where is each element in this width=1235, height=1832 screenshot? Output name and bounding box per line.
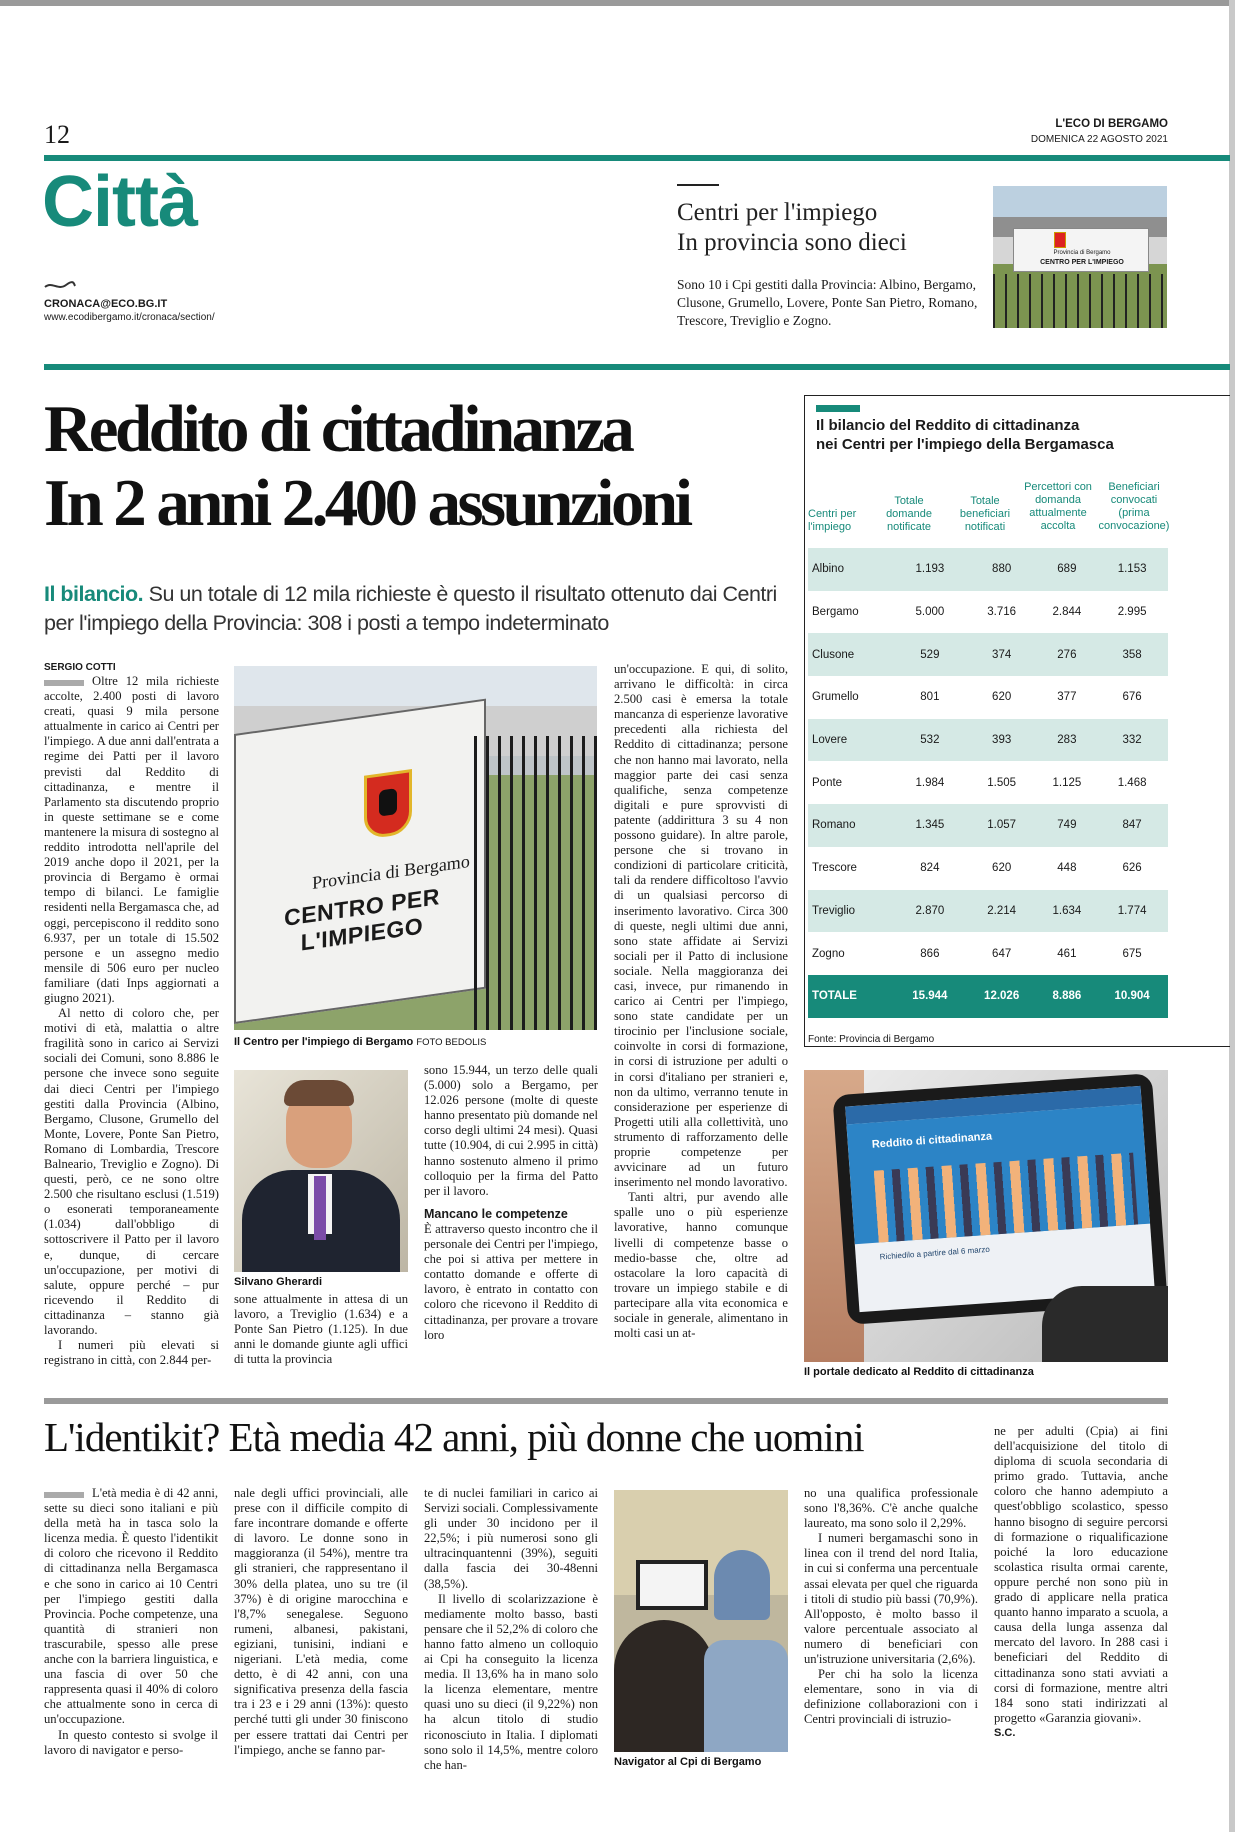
top-edge-bar (0, 0, 1235, 6)
stats-cell-v2: 647 (992, 947, 1012, 960)
stats-cell-name: Lovere (808, 719, 894, 762)
main-col-4-p1: un'occupazione. E qui, di solito, arrivano le difficoltà: in circa 2.500 casi è emersa la totale mancanza di esperienze lavorative precedenti alla richiesta del Reddito di cittadinanza; persone che non hanno mai lavorato, nella maggior parte dei casi senza qualifiche, senza competenze digitali e pure sprovvisti di patente (addirittura 3 su 4 non possono guidare). In altre parole, persone che si trovano in condizioni di particolare criticità, tali da rendere difficoltoso l'avvio di un qualsiasi percorso di inserimento lavorativo. Circa 300 di queste, negli ultimi due anni, sono state affidate ai Servizi sociali per il Patto di inclusione sociale. Nella maggioranza dei casi, invece, pur rimanendo in carico ai Centri per l'impiego, sono state candidate per un tirocinio per l'inclusione sociale, coinvolte in corsi di formazione, in corsi di istruzione per adulti o in corsi d'italiano per stranieri e, non da ultimo, verranno tenute in considerazione per esperienze di Progetti utili alla collettività, uno strumento di rafforzamento delle proprie competenze per avvicinare ad un futuro inserimento nel mondo lavorativo. (614, 662, 788, 1190)
navigator-monitor (636, 1560, 708, 1610)
stats-cell-v3: 461 (1057, 947, 1077, 960)
cpi-sign-line-1: Provincia di Bergamo (312, 850, 470, 894)
main-col-4-p2: Tanti altri, pur avendo alle spalle uno o più esperienze lavorative, hanno comunque livelli di competenze basse o medio-basse che, oltre ad ostacolare la loro capacità di trovare un impiego stabile e di partecipare alla vita economica e sociale in generale, alimentano in molti casi un at- (614, 1190, 788, 1341)
stats-cell-name: Grumello (812, 691, 859, 704)
cpi-photo-credit: FOTO BEDOLIS (416, 1037, 487, 1048)
stats-cell-name: Romano (808, 804, 894, 847)
gherardi-portrait (234, 1070, 408, 1272)
stats-cell-v2: 3.716 (987, 606, 1017, 619)
stats-table-header (808, 474, 1168, 538)
stats-row (808, 548, 1168, 591)
stats-source: Fonte: Provincia di Bergamo (808, 1034, 935, 1045)
navigator-photo (614, 1490, 788, 1752)
section-rule (44, 364, 1230, 370)
stats-row (808, 719, 1168, 762)
second-col-4-p3: Per chi ha solo la licenza elementare, sono in via di definizione collaborazioni con i Centri provinciali di istruzio- (804, 1667, 978, 1727)
teaser-fence (993, 274, 1167, 328)
cpi-photo-caption (234, 1036, 597, 1048)
main-headline-line-1: Reddito di cittadinanza (44, 392, 632, 466)
section-website[interactable]: www.ecodibergamo.it/cronaca/section/ (44, 312, 215, 323)
second-col-4 (804, 1486, 978, 1728)
stats-cell-v3: 689 (1038, 548, 1097, 591)
portrait-hair (284, 1080, 354, 1106)
tablet-subtitle: Richiedilo a partire dal 6 marzo (879, 1244, 991, 1262)
stats-cell-v3: 8.886 (1038, 975, 1097, 1018)
stats-cell-v4: 847 (1096, 804, 1168, 847)
crest-icon (364, 769, 412, 840)
main-headline (44, 392, 690, 540)
cpi-caption-text: Il Centro per l'impiego di Bergamo (234, 1036, 414, 1048)
second-col-1-p1: L'età media è di 42 anni, sette su dieci sono italiani e più della metà ha in tasca solo la licenza media. È questo l'identikit di coloro che ricevono il Reddito di cittadinanza nella Bergamasca e che sono in carico ai 10 Centri per l'impiego gestiti dalla Provincia. Poche competenze, una quantità di stranieri non trascurabile, spesso alle prese anche con la barriera linguistica, e una fascia di over 50 che rappresenta quasi il 40% di coloro che attualmente sono in cerca di un'occupazione. (44, 1486, 218, 1727)
main-subhead-text: Su un totale di 12 mila richieste è questo il risultato ottenuto dai Centri per l'impiego della Provincia: 308 i posti a tempo indeterminato (44, 582, 777, 635)
stats-cell-v3: 2.844 (1052, 606, 1082, 619)
article-divider (44, 1398, 1168, 1404)
page-number: 12 (44, 120, 70, 149)
teaser-photo (993, 186, 1167, 328)
main-col-1-p2: Al netto di coloro che, per motivi di età, malattia o altre fragilità sono in carico ai Servizi sociali dei Comuni, sono 8.886 le persone che invece sono seguite dai dieci Centri per l'impiego gestiti dalla Provincia (Albino, Bergamo, Clusone, Grumello del Monte, Lovere, Ponte San Pietro, Romano di Lombardia, Trescore Balneario, Treviglio e Zogno). Di questi, però, ce ne sono oltre 2.500 che risultano esclusi (1.519) o esonerati temporaneamente (1.034) dall'obbligo di sottoscrivere il Patto per il lavoro e, dunque, di cercare un'occupazione, per motivi di salute, oppure perché – pur ricevendo il Reddito di cittadinanza – stanno già lavorando. (44, 1006, 219, 1338)
stats-cell-name: Trescore (812, 862, 857, 875)
second-signature: S.C. (994, 1726, 1016, 1739)
stats-table-body (808, 548, 1168, 1018)
signature-swirl-icon (44, 281, 76, 291)
stats-cell-v2: 374 (966, 633, 1038, 676)
author-byline: SERGIO COTTI (44, 662, 116, 673)
second-col-3-p1: te di nuclei familiari in carico ai Servizi sociali. Complessivamente gli under 30 incidono per il 22,5%; i più numerosi sono gli ultracinquantenni (39%), seguiti dalla fascia dei 30-48enni (38,5%). (424, 1486, 598, 1591)
main-col-3-p2: È attraverso questo incontro che il personale dei Centri per l'impiego, che poi si attiva per mettere in contatto domande e offerte di lavoro, è entrato in contatto con coloro che ricevono il Reddito di cittadinanza, per provare a trovare loro (424, 1221, 598, 1342)
stats-cell-v1: 1.193 (894, 548, 966, 591)
stats-cell-name: TOTALE (808, 975, 894, 1018)
stats-header-centri: Centri per l'impiego (808, 508, 857, 533)
stats-cell-v4: 2.995 (1117, 606, 1147, 619)
stats-cell-v3: 1.634 (1038, 890, 1097, 933)
tablet-title: Reddito di cittadinanza (871, 1130, 993, 1151)
stats-title-line-1: Il bilancio del Reddito di cittadinanza (816, 417, 1080, 434)
second-col-5-text: ne per adulti (Cpia) ai fini dell'acquisizione del titolo di diploma di scuola secondaria di primo grado. Tuttavia, anche coloro che hanno adempiuto a quest'obbligo scolastico, spesso hanno bisogno di seguire percorsi di formazione o riqualificazione poiché la loro educazione scolastica risulta ormai carente, oppure perché non sono più in grado di applicare nella pratica quanto hanno imparato a scuola, a causa della lunga assenza dal mercato del lavoro. In 288 casi i beneficiari del Reddito di cittadinanza sono stati avviati a corsi di formazione, mentre altri 184 sono stati indirizzati al progetto «Garanzia giovani». (994, 1424, 1168, 1725)
teaser-title-line-2: In provincia sono dieci (677, 229, 907, 256)
stats-row (808, 932, 1168, 975)
second-col-1-p2: In questo contesto si svolge il lavoro di navigator e perso- (44, 1727, 218, 1757)
portal-photo-caption: Il portale dedicato al Reddito di cittadinanza (804, 1366, 1034, 1378)
stats-row (808, 633, 1168, 676)
stats-cell-v4: 10.904 (1096, 975, 1168, 1018)
second-col-2 (234, 1486, 408, 1758)
main-col-3-p1: sono 15.944, un terzo delle quali (5.000) solo a Bergamo, per 12.026 persone (molte di queste hanno presentato più domande nel corso degli ultimi 24 mesi). Quasi tutte (10.904, di cui 2.995 in città) hanno sostenuto almeno il primo colloquio per la firma del Patto per il lavoro. (424, 1063, 598, 1198)
cpi-sign (234, 699, 486, 1024)
main-headline-line-2: In 2 anni 2.400 assunzioni (44, 466, 690, 540)
second-col-3 (424, 1486, 598, 1773)
main-kicker: Il bilancio. (44, 582, 144, 606)
stats-cell-v4: 1.153 (1096, 548, 1168, 591)
portal-photo (804, 1070, 1168, 1362)
stats-cell-name: Treviglio (808, 890, 894, 933)
stats-cell-v4: 626 (1122, 862, 1142, 875)
stats-cell-v1: 1.984 (915, 776, 945, 789)
stats-table (808, 548, 1168, 1018)
stats-cell-v1: 866 (920, 947, 940, 960)
navigator-chair (704, 1640, 788, 1752)
second-col-2-text: nale degli uffici provinciali, alle prese con il difficile compito di fare incontrare domande e offerte di lavoro. Le donne sono in maggioranza (il 54%), mentre tra gli stranieri, che rappresentano il 30% della platea, uno su tre (il 37%) è di origine marocchina e l'8,7% senegalese. Seguono rumeni, albanesi, pakistani, egiziani, tunisini, indiani e nigeriani. L'età media, come detto, è di 42 anni, con una significativa presenza della fascia tra i 23 e i 29 anni (13%): questo perché tutti gli under 30 finiscono per essere trattati dai Centri per l'impiego, anche se fanno par- (234, 1486, 408, 1757)
stats-cell-v1: 15.944 (894, 975, 966, 1018)
stats-cell-v3: 283 (1038, 719, 1097, 762)
main-col-3 (424, 1063, 598, 1343)
gherardi-caption: Silvano Gherardi (234, 1276, 323, 1288)
teaser-title (677, 198, 907, 258)
stats-header-percettori: Percettori con domanda attualmente accolta (1024, 481, 1092, 532)
cpi-photo (234, 666, 597, 1030)
navigator-caption: Navigator al Cpi di Bergamo (614, 1756, 762, 1768)
stats-cell-v1: 529 (894, 633, 966, 676)
stats-cell-v3: 377 (1057, 691, 1077, 704)
cpi-sign-line-2: CENTRO PER L'IMPIEGO (284, 883, 440, 956)
stats-cell-v4: 676 (1122, 691, 1142, 704)
second-col-4-p2: I numeri bergamaschi sono in linea con il trend del nord Italia, in cui si conferma una percentuale assai elevata per quel che riguarda i titoli di studio più bassi (70,9%). All'opposto, è molto basso il valore percentuale associato al numero di beneficiari con un'istruzione universitaria (2,6%). (804, 1531, 978, 1667)
cpi-fence (474, 736, 597, 1030)
stats-cell-v2: 620 (992, 691, 1012, 704)
eagle-icon (379, 788, 397, 817)
stats-header-convocati: Beneficiari convocati (prima convocazione) (1098, 481, 1170, 532)
teaser-crest-icon (1054, 232, 1066, 248)
stats-cell-v2: 12.026 (966, 975, 1038, 1018)
stats-cell-v3: 749 (1038, 804, 1097, 847)
teaser-title-line-1: Centri per l'impiego (677, 199, 878, 226)
stats-row (808, 847, 1168, 890)
stats-header-beneficiari: Totale beneficiari notificati (959, 495, 1011, 533)
second-col-3-p2: Il livello di scolarizzazione è mediamente molto basso, basti pensare che il 52,2% di coloro che hanno fatto almeno un colloquio ai Cpi ha conseguito la licenza media. Il 13,6% ha in mano solo la licenza elementare, mentre quasi uno su dieci (il 9,22%) non ha alcun titolo di studio riconosciuto in Italia. I diplomati sono solo il 14,5%, mentre coloro che han- (424, 1591, 598, 1772)
stats-cell-name: Ponte (812, 776, 843, 789)
navigator-person (714, 1550, 770, 1620)
stats-cell-v2: 1.505 (987, 776, 1017, 789)
issue-date: DOMENICA 22 AGOSTO 2021 (1030, 134, 1168, 145)
stats-cell-v4: 358 (1096, 633, 1168, 676)
stats-cell-v3: 1.125 (1052, 776, 1082, 789)
stats-row (808, 804, 1168, 847)
stats-row (808, 591, 1168, 634)
stats-cell-v2: 2.214 (966, 890, 1038, 933)
stats-cell-v3: 276 (1038, 633, 1097, 676)
teaser-rule (677, 184, 719, 186)
masthead-rule (44, 155, 1230, 161)
main-col-1-p1: Oltre 12 mila richieste accolte, 2.400 posti di lavoro creati, quasi 9 mila persone attualmente in carico ai Centri per l'impiego. A due anni dall'entrata a regime dei Patti per il lavoro previsti dal Reddito di cittadinanza, e mentre il Parlamento sta discutendo proprio in queste settimane se e come mantenere la misura di sostegno al reddito introdotta nell'aprile del 2019 anche dopo il 2021, per la provincia di Bergamo è ormai tempo di bilanci. Le famiglie residenti nella Bergamasca che, ad oggi, percepiscono il reddito sono 6.937, per un totale di 15.502 persone e un assegno medio mensile di 506 euro per nucleo familiare (dati Inps aggiornati a giugno 2021). (44, 674, 219, 1005)
stats-title-line-2: nei Centri per l'impiego della Bergamasca (816, 436, 1114, 453)
teaser-sign-line-2: CENTRO PER L'IMPIEGO (1040, 259, 1124, 266)
stats-row (808, 890, 1168, 933)
stats-cell-v2: 880 (966, 548, 1038, 591)
stats-cell-name: Zogno (812, 947, 845, 960)
stats-cell-v1: 1.345 (894, 804, 966, 847)
stats-cell-name: Albino (808, 548, 894, 591)
tablet-screen (845, 1086, 1155, 1312)
stats-cell-name: Clusone (808, 633, 894, 676)
teaser-sign-line-1: Provincia di Bergamo (1053, 250, 1111, 256)
section-title: Città (42, 162, 197, 242)
teaser-sign (1013, 228, 1149, 272)
teaser-text: Sono 10 i Cpi gestiti dalla Provincia: Albino, Bergamo, Clusone, Grumello, Lovere, Ponte San Pietro, Romano, Trescore, Treviglio e Zogno. (677, 277, 978, 328)
stats-cell-v4: 1.468 (1117, 776, 1147, 789)
stats-cell-v1: 801 (920, 691, 940, 704)
stats-title (816, 416, 1216, 454)
stats-cell-v1: 824 (920, 862, 940, 875)
second-col-1 (44, 1486, 218, 1758)
stats-row (808, 761, 1168, 804)
stats-cell-v2: 1.057 (966, 804, 1038, 847)
main-col-1-p3: I numeri più elevati si registrano in città, con 2.844 per- (44, 1338, 219, 1368)
second-col-4-p1: no una qualifica professionale sono l'8,36%. C'è anche qualche laureato, ma sono solo il 2,29%. (804, 1486, 978, 1531)
stats-cell-v4: 332 (1096, 719, 1168, 762)
section-email[interactable]: CRONACA@ECO.BG.IT (44, 298, 168, 310)
navigator-visitor (614, 1620, 714, 1752)
main-col-1 (44, 674, 219, 1368)
portrait-tie (314, 1176, 326, 1240)
stats-cell-v1: 5.000 (915, 606, 945, 619)
stats-cell-v2: 620 (992, 862, 1012, 875)
stats-cell-v3: 448 (1057, 862, 1077, 875)
main-col-2 (234, 1292, 408, 1367)
stats-box-accent (816, 405, 860, 412)
main-subhead (44, 580, 784, 638)
stats-cell-v1: 532 (894, 719, 966, 762)
stats-cell-name: Bergamo (812, 606, 859, 619)
stats-header-domande: Totale domande notificate (886, 495, 932, 533)
main-col-4 (614, 662, 788, 1341)
stats-total-row (808, 975, 1168, 1018)
stats-cell-v4: 1.774 (1096, 890, 1168, 933)
portal-photo-sleeve (1042, 1286, 1168, 1362)
second-headline: L'identikit? Età media 42 anni, più donne che uomini (44, 1414, 864, 1460)
second-col-5 (994, 1424, 1168, 1741)
stats-row (808, 676, 1168, 719)
stats-cell-v4: 675 (1122, 947, 1142, 960)
main-col-2-text: sone attualmente in attesa di un lavoro, a Treviglio (1.634) e a Ponte San Pietro (1.125). In due anni le domande giunte agli uffici di tutta la provincia (234, 1292, 408, 1367)
stats-cell-v1: 2.870 (894, 890, 966, 933)
stats-cell-v2: 393 (966, 719, 1038, 762)
main-col-3-subhead: Mancano le competenze (424, 1206, 568, 1221)
paper-name: L'ECO DI BERGAMO (1055, 118, 1168, 130)
